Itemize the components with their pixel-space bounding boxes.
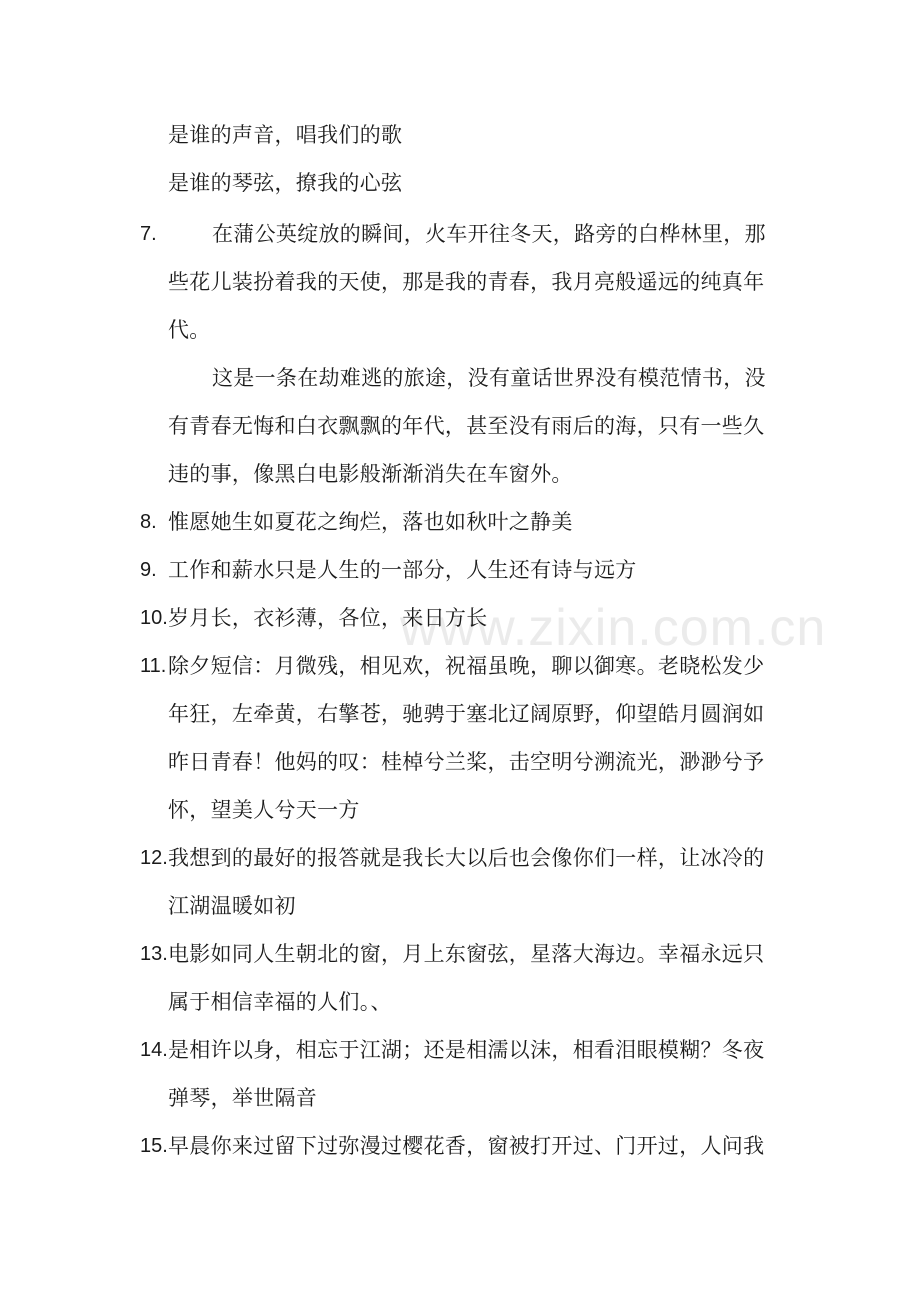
text-line: 代。 <box>168 318 211 342</box>
text-line: 弹琴，举世隔音 <box>168 1086 318 1110</box>
text-line: 电影如同人生朝北的窗，月上东窗弦，星落大海边。幸福永远只 <box>168 942 765 966</box>
text-line: 年狂，左牵黄，右擎苍，驰骋于塞北辽阔原野，仰望皓月圆润如 <box>168 702 765 726</box>
text-line: 违的事，像黑白电影般渐渐消失在车窗外。 <box>168 462 573 486</box>
list-number: 14. <box>140 1039 168 1061</box>
text-line: 江湖温暖如初 <box>168 894 296 918</box>
text-line: 在蒲公英绽放的瞬间，火车开往冬天，路旁的白桦林里，那 <box>212 222 766 246</box>
text-line: 是相许以身，相忘于江湖；还是相濡以沫，相看泪眼模糊？冬夜 <box>168 1038 765 1062</box>
text-line: 昨日青春！他妈的叹：桂棹兮兰桨，击空明兮溯流光，渺渺兮予 <box>168 750 765 774</box>
text-line: 工作和薪水只是人生的一部分，人生还有诗与远方 <box>168 558 637 582</box>
text-line: 有青春无悔和白衣飘飘的年代，甚至没有雨后的海，只有一些久 <box>168 414 765 438</box>
text-line: 怀，望美人兮天一方 <box>168 798 360 822</box>
text-line: 除夕短信：月微残，相见欢，祝福虽晚，聊以御寒。老晓松发少 <box>168 654 765 678</box>
text-line: 岁月长，衣衫薄，各位，来日方长 <box>168 606 488 630</box>
text-line: 是谁的琴弦，撩我的心弦 <box>168 171 403 195</box>
list-number: 12. <box>140 847 168 869</box>
text-line: 这是一条在劫难逃的旅途，没有童话世界没有模范情书，没 <box>212 366 766 390</box>
watermark: www.zixin.com.cn <box>400 599 827 657</box>
text-line: 属于相信幸福的人们。、 <box>168 990 392 1014</box>
text-line: 是谁的声音，唱我们的歌 <box>168 123 403 147</box>
text-line: 我想到的最好的报答就是我长大以后也会像你们一样，让冰冷的 <box>168 846 765 870</box>
list-number: 10. <box>140 607 168 629</box>
text-line: 惟愿她生如夏花之绚烂，落也如秋叶之静美 <box>168 510 573 534</box>
text-line: 早晨你来过留下过弥漫过樱花香，窗被打开过、门开过，人问我 <box>168 1134 765 1158</box>
list-number: 13. <box>140 943 168 965</box>
list-number: 8. <box>140 511 157 533</box>
list-number: 15. <box>140 1135 168 1157</box>
text-line: 些花儿装扮着我的天使，那是我的青春，我月亮般遥远的纯真年 <box>168 270 765 294</box>
list-number: 11. <box>140 655 167 677</box>
list-number: 7. <box>140 223 157 245</box>
list-number: 9. <box>140 559 157 581</box>
